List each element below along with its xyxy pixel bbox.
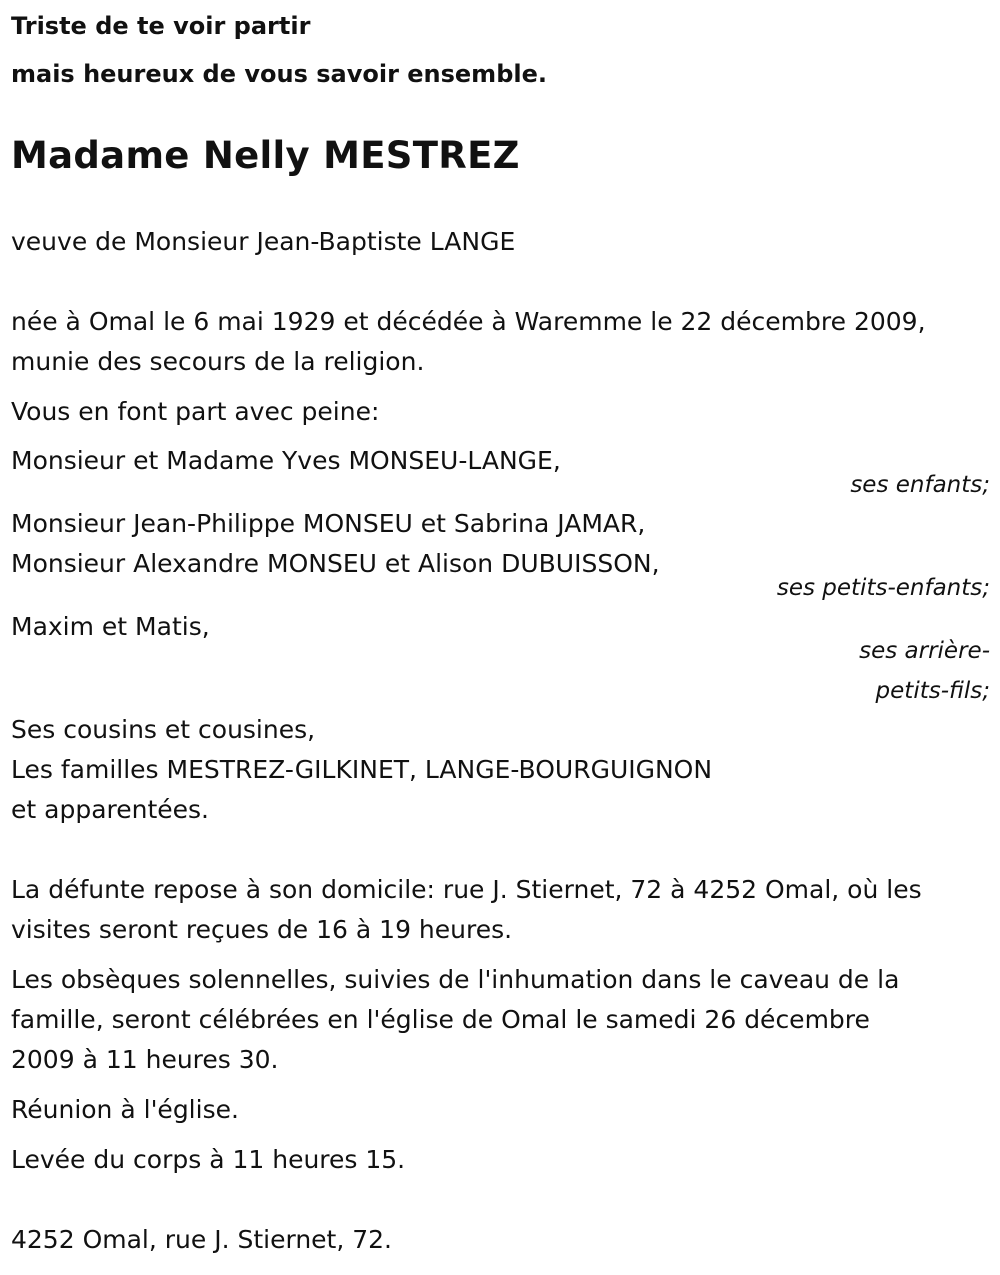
meeting-line: Réunion à l'église. — [11, 1095, 239, 1124]
deceased-name: Madame Nelly MESTREZ — [11, 134, 520, 177]
children-names: Monsieur et Madame Yves MONSEU-LANGE, — [11, 446, 561, 475]
great-grandchildren-relation-1: ses arrière- — [859, 638, 990, 664]
grandchild-names-2: Monsieur Alexandre MONSEU et Alison DUBUISSON, — [11, 549, 660, 578]
announcement-intro: Vous en font part avec peine: — [11, 397, 380, 426]
opening-line-2: mais heureux de vous savoir ensemble. — [11, 60, 547, 88]
departure-line: Levée du corps à 11 heures 15. — [11, 1145, 406, 1174]
spouse-line: veuve de Monsieur Jean-Baptiste LANGE — [11, 227, 516, 256]
relatives-line: et apparentées. — [11, 795, 209, 824]
religion-line: munie des secours de la religion. — [11, 347, 425, 376]
children-relation: ses enfants; — [850, 472, 990, 498]
funeral-line-3: 2009 à 11 heures 30. — [11, 1045, 279, 1074]
funeral-line-1: Les obsèques solennelles, suivies de l'inhumation dans le caveau de la — [11, 965, 900, 994]
funeral-line-2: famille, seront célébrées en l'église de Omal le samedi 26 décembre — [11, 1005, 870, 1034]
rest-line-2: visites seront reçues de 16 à 19 heures. — [11, 915, 513, 944]
great-grandchildren-relation-2: petits-fils; — [875, 678, 990, 704]
grandchild-names-1: Monsieur Jean-Philippe MONSEU et Sabrina JAMAR, — [11, 509, 646, 538]
grandchildren-relation: ses petits-enfants; — [776, 575, 990, 601]
great-grandchildren-names: Maxim et Matis, — [11, 612, 210, 641]
opening-line-1: Triste de te voir partir — [11, 12, 311, 40]
families-line: Les familles MESTREZ-GILKINET, LANGE-BOURGUIGNON — [11, 755, 713, 784]
cousins-line: Ses cousins et cousines, — [11, 715, 316, 744]
rest-line-1: La défunte repose à son domicile: rue J. Stiernet, 72 à 4252 Omal, où les — [11, 875, 922, 904]
birth-death-line: née à Omal le 6 mai 1929 et décédée à Waremme le 22 décembre 2009, — [11, 307, 926, 336]
address-line: 4252 Omal, rue J. Stiernet, 72. — [11, 1225, 392, 1254]
